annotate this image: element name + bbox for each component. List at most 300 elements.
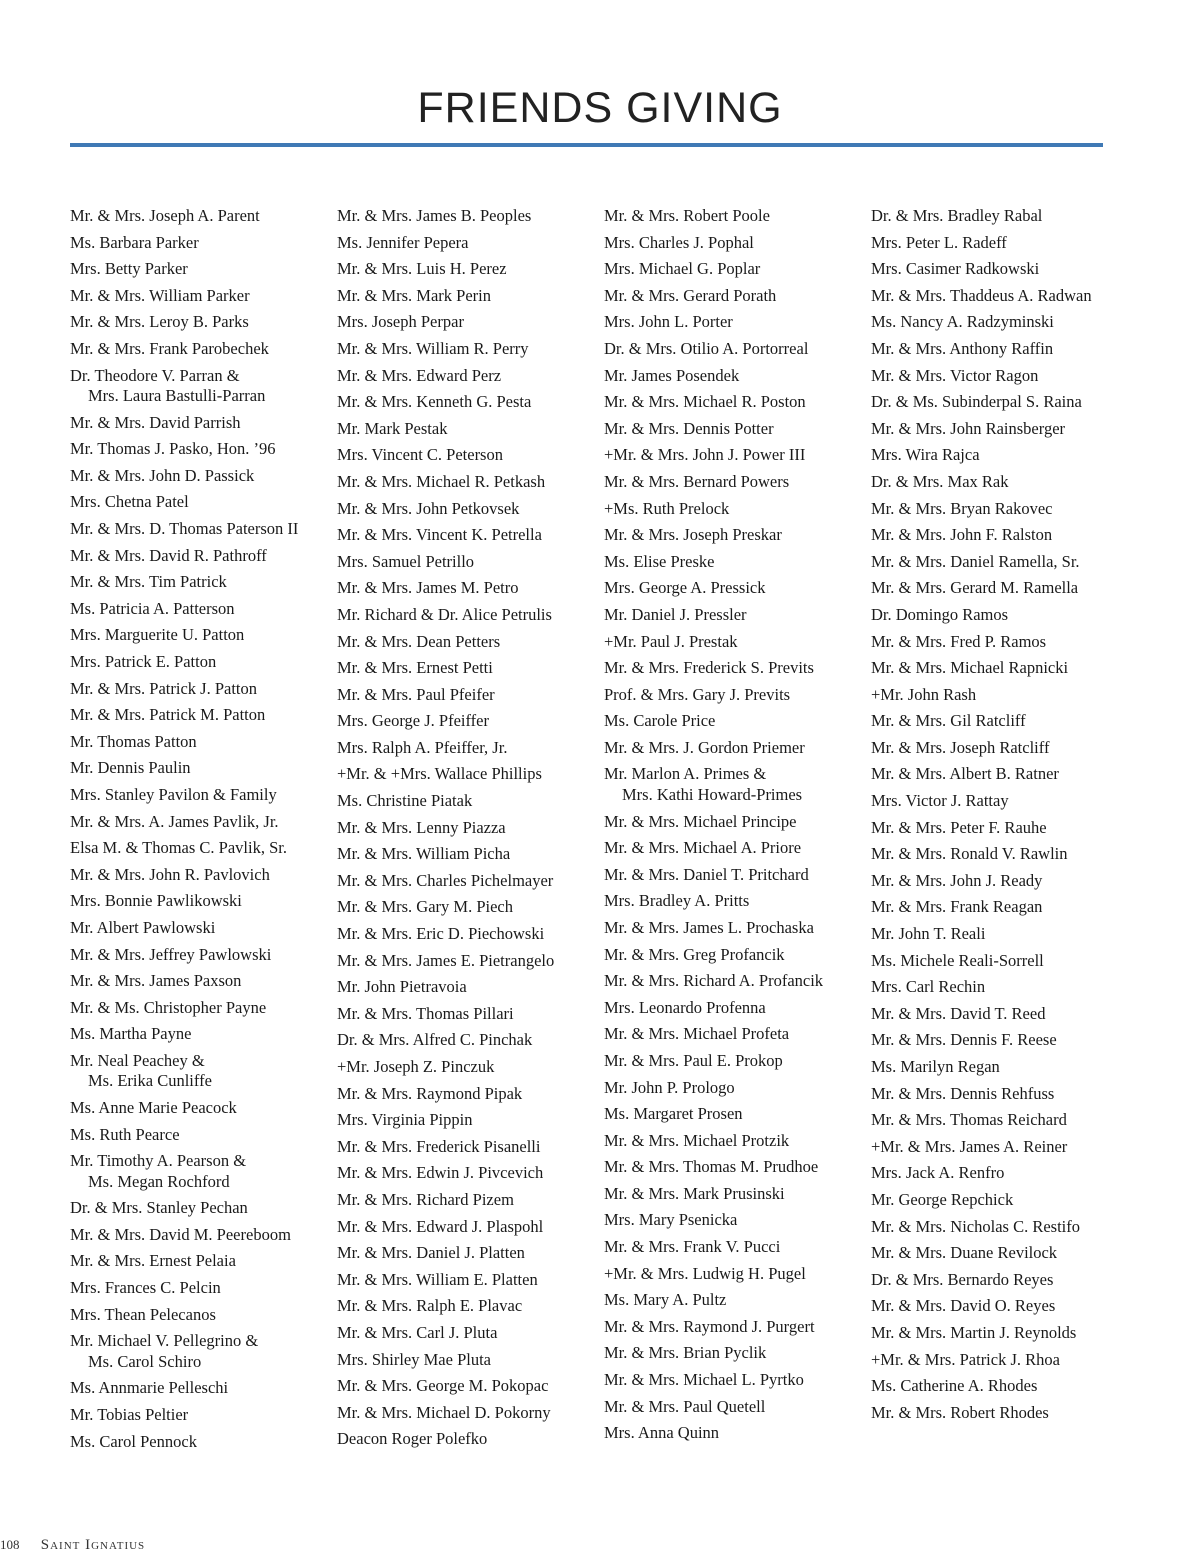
donor-name: [604, 206, 866, 227]
donor-name-line: Mrs. Virginia Pippin: [337, 1110, 473, 1130]
donor-name: [70, 785, 332, 806]
donor-name-line: Elsa M. & Thomas C. Pavlik, Sr.: [70, 838, 287, 858]
donor-column-3: [604, 206, 866, 1450]
donor-name-line: Ms. Michele Reali-Sorrell: [871, 950, 1044, 970]
donor-name: [604, 1078, 866, 1099]
donor-name: [70, 1225, 332, 1246]
donor-name: [70, 865, 332, 886]
donor-name-line: Mr. & Mrs. Patrick M. Patton: [70, 705, 266, 725]
donor-name: [604, 1157, 866, 1178]
donor-name-line: Mr. & Mrs. Fred P. Ramos: [871, 631, 1047, 651]
donor-name-line: Mr. & Mrs. A. James Pavlik, Jr.: [70, 811, 279, 831]
donor-name-line: +Mr. Joseph Z. Pinczuk: [337, 1057, 495, 1076]
donor-name-line: Mr. & Mrs. Michael Profeta: [604, 1024, 790, 1044]
donor-name-line: Dr. & Mrs. Max Rak: [871, 471, 1009, 491]
donor-name-line: Mr. & Mrs. Dennis Rehfuss: [871, 1083, 1055, 1103]
donor-name-line: Deacon Roger Polefko: [337, 1429, 488, 1449]
donor-name-line: Mr. & Mrs. John D. Passick: [70, 465, 255, 485]
donor-name-line: Mrs. Anna Quinn: [604, 1423, 720, 1443]
donor-name: [871, 1350, 1133, 1371]
donor-name-line: Mr. & Mrs. Robert Poole: [604, 206, 770, 225]
donor-name: [337, 419, 599, 440]
donor-name: [871, 525, 1133, 546]
donor-name-line: Mr. & Mrs. Richard A. Profancik: [604, 971, 824, 991]
donor-name: [337, 977, 599, 998]
donor-name: [604, 312, 866, 333]
donor-name-line: +Mr. & +Mrs. Wallace Phillips: [337, 764, 542, 784]
donor-name-line: Mr. & Mrs. Dennis F. Reese: [871, 1030, 1057, 1050]
donor-name: [871, 445, 1133, 466]
donor-name: [871, 1296, 1133, 1317]
donor-name-line: Mr. & Mrs. James Paxson: [70, 971, 242, 991]
donor-name-line: Mr. & Mrs. Frank Reagan: [871, 897, 1043, 917]
donor-name-line: Mr. & Mrs. Tim Patrick: [70, 572, 227, 592]
donor-name-line: Mr. & Mrs. Daniel T. Pritchard: [604, 864, 809, 884]
donor-name: [604, 945, 866, 966]
donor-name-line: Mrs. George A. Pressick: [604, 578, 766, 598]
donor-name: [604, 1131, 866, 1152]
donor-name-line: Mr. & Mrs. Eric D. Piechowski: [337, 924, 545, 944]
donor-name: [604, 366, 866, 387]
donor-name-line: Dr. & Mrs. Otilio A. Portorreal: [604, 338, 809, 358]
donor-name: [871, 1190, 1133, 1211]
donor-name-line: Mr. & Mrs. Anthony Raffin: [871, 338, 1054, 358]
donor-name: [70, 466, 332, 487]
donor-name: [604, 259, 866, 280]
donor-name: [604, 1051, 866, 1072]
donor-name-continuation: Ms. Megan Rochford: [88, 1171, 230, 1191]
donor-name-line: Dr. Theodore V. Parran &: [70, 365, 240, 385]
donor-name: [871, 1004, 1133, 1025]
donor-name-line: Ms. Carole Price: [604, 711, 716, 731]
donor-name: [70, 1305, 332, 1326]
donor-name-continuation: Mrs. Laura Bastulli-Parran: [88, 386, 266, 406]
donor-name-line: +Mr. John Rash: [871, 684, 977, 704]
donor-name: [871, 1163, 1133, 1184]
donor-name-line: Mrs. Frances C. Pelcin: [70, 1278, 221, 1298]
donor-name: [871, 685, 1133, 706]
donor-name-line: Mr. & Mrs. Dean Petters: [337, 631, 501, 651]
donor-name: [604, 918, 866, 939]
donor-name-line: Mr. Tobias Peltier: [70, 1404, 189, 1424]
donor-name-line: Mr. & Mrs. Edward Perz: [337, 365, 502, 385]
donor-name: [70, 1432, 332, 1453]
donor-name-line: Mr. & Mrs. Michael Protzik: [604, 1130, 790, 1150]
page-footer: [0, 1537, 145, 1554]
donor-name-line: Mr. & Mrs. Richard Pizem: [337, 1189, 514, 1209]
donor-name: [337, 1323, 599, 1344]
donor-name: [871, 578, 1133, 599]
donor-name-line: +Mr. & Mrs. James A. Reiner: [871, 1136, 1068, 1156]
donor-name: [604, 711, 866, 732]
donor-name-line: Mr. & Mrs. William Parker: [70, 285, 250, 305]
donor-name: [604, 1423, 866, 1444]
donor-name-line: Dr. & Ms. Subinderpal S. Raina: [871, 392, 1082, 412]
donor-name: [70, 286, 332, 307]
donor-name: [70, 1125, 332, 1146]
donor-name: [871, 472, 1133, 493]
donor-name-line: Dr. & Mrs. Bernardo Reyes: [871, 1269, 1054, 1289]
donor-name-line: Ms. Anne Marie Peacock: [70, 1098, 237, 1117]
donor-name: [871, 632, 1133, 653]
donor-name: [604, 1104, 866, 1125]
donor-name: [337, 1217, 599, 1238]
donor-name: [337, 897, 599, 918]
donor-name-line: Mr. & Mrs. Gary M. Piech: [337, 897, 513, 917]
donor-name: [871, 233, 1133, 254]
donor-name-line: Mr. Daniel J. Pressler: [604, 604, 747, 624]
donor-name: [70, 233, 332, 254]
donor-name-line: Mr. & Mrs. Bernard Powers: [604, 471, 790, 491]
donor-name: [70, 1198, 332, 1219]
donor-name-line: Mr. & Mrs. Dennis Potter: [604, 418, 774, 438]
donor-name-line: Mr. & Mrs. Charles Pichelmayer: [337, 870, 554, 890]
donor-name-line: Mr. & Mrs. Raymond Pipak: [337, 1083, 523, 1103]
donor-column-1: [70, 206, 332, 1458]
donor-name: [70, 971, 332, 992]
donor-name-line: Mr. & Mrs. Nicholas C. Restifo: [871, 1216, 1080, 1236]
donor-name-line: Mr. & Mrs. David O. Reyes: [871, 1296, 1056, 1316]
donor-name: [871, 1323, 1133, 1344]
donor-name-line: Mr. & Mrs. John Rainsberger: [871, 418, 1066, 438]
donor-name-line: Mr. & Mrs. Thaddeus A. Radwan: [871, 285, 1092, 305]
donor-name: [871, 658, 1133, 679]
donor-name-line: Mr. & Mrs. William Picha: [337, 844, 511, 864]
donor-name: [604, 1290, 866, 1311]
donor-name-line: Mr. & Mrs. Gil Ratcliff: [871, 711, 1026, 731]
donor-name: [337, 1270, 599, 1291]
donor-name-line: Mr. & Mrs. Ernest Pelaia: [70, 1251, 236, 1271]
donor-name-line: Mr. & Mrs. Robert Rhodes: [871, 1402, 1049, 1422]
donor-name-line: +Mr. Paul J. Prestak: [604, 631, 738, 651]
donor-name-line: Mr. & Mrs. D. Thomas Paterson II: [70, 519, 299, 539]
donor-name: [337, 499, 599, 520]
donor-name: [604, 578, 866, 599]
donor-name: [337, 791, 599, 812]
donor-name: [337, 951, 599, 972]
donor-list: [70, 206, 1130, 1466]
donor-name: [871, 818, 1133, 839]
donor-name: [871, 339, 1133, 360]
donor-name-line: Mr. & Mrs. Thomas Pillari: [337, 1003, 514, 1023]
donor-name: [337, 472, 599, 493]
donor-name: [337, 871, 599, 892]
donor-name: [871, 419, 1133, 440]
donor-name: [70, 339, 332, 360]
donor-name-line: Ms. Mary A. Pultz: [604, 1290, 727, 1310]
donor-name-line: Mrs. Bonnie Pawlikowski: [70, 891, 242, 911]
donor-name-line: Ms. Elise Preske: [604, 551, 715, 571]
donor-name-line: Mr. & Mrs. Ernest Petti: [337, 658, 493, 678]
donor-name-line: Mr. Mark Pestak: [337, 418, 448, 438]
donor-name: [871, 1084, 1133, 1105]
donor-name-line: Mrs. Samuel Petrillo: [337, 551, 475, 571]
donor-name: [70, 1098, 332, 1119]
donor-name: [871, 871, 1133, 892]
donor-name: [604, 865, 866, 886]
donor-name: [70, 945, 332, 966]
donor-name-line: Dr. & Mrs. Alfred C. Pinchak: [337, 1030, 533, 1050]
donor-name: [337, 525, 599, 546]
donor-name-line: Mrs. Wira Rajca: [871, 445, 980, 465]
donor-name-line: Mr. & Mrs. James E. Pietrangelo: [337, 950, 555, 970]
donor-name: [337, 552, 599, 573]
donor-name: [337, 1163, 599, 1184]
donor-name: [337, 764, 599, 785]
donor-name: [604, 632, 866, 653]
donor-name-line: Mr. Thomas Patton: [70, 731, 197, 751]
donor-name: [70, 652, 332, 673]
donor-name-line: Mrs. Ralph A. Pfeiffer, Jr.: [337, 737, 508, 757]
donor-name: [70, 546, 332, 567]
donor-name-line: Dr. Domingo Ramos: [871, 604, 1009, 624]
donor-name-line: Mrs. Patrick E. Patton: [70, 652, 217, 671]
donor-name-line: Ms. Nancy A. Radzyminski: [871, 312, 1054, 332]
donor-name-line: Mr. & Mrs. David T. Reed: [871, 1003, 1046, 1023]
donor-name: [604, 419, 866, 440]
donor-name: [337, 685, 599, 706]
donor-name: [604, 764, 866, 805]
donor-name: [70, 1051, 332, 1092]
donor-name-line: Ms. Annmarie Pelleschi: [70, 1378, 229, 1398]
donor-name: [70, 891, 332, 912]
donor-name: [604, 605, 866, 626]
donor-name-line: Ms. Martha Payne: [70, 1024, 192, 1044]
donor-name-line: Mrs. Chetna Patel: [70, 492, 189, 512]
donor-name-line: Mr. James Posendek: [604, 365, 740, 385]
donor-name-line: Mr. Thomas J. Pasko, Hon. ’96: [70, 439, 276, 459]
donor-column-4: [871, 206, 1133, 1429]
donor-name-line: Mrs. Charles J. Pophal: [604, 232, 754, 252]
donor-name-line: Mr. & Mrs. Gerard M. Ramella: [871, 578, 1079, 598]
donor-name-line: Mr. & Mrs. Joseph Preskar: [604, 525, 782, 545]
donor-name: [70, 1024, 332, 1045]
page-title: FRIENDS GIVING: [417, 84, 783, 132]
donor-name-line: Mr. & Mrs. Mark Perin: [337, 285, 491, 305]
donor-name-line: Ms. Margaret Prosen: [604, 1104, 743, 1124]
donor-name: [337, 818, 599, 839]
donor-name-line: Mrs. Thean Pelecanos: [70, 1304, 216, 1324]
donor-name: [871, 977, 1133, 998]
donor-name-line: Mr. & Mrs. Martin J. Reynolds: [871, 1322, 1077, 1342]
donor-name: [337, 1084, 599, 1105]
donor-name-line: Mrs. Jack A. Renfro: [871, 1163, 1005, 1183]
donor-name: [337, 1004, 599, 1025]
donor-name-line: Mr. & Mrs. David R. Pathroff: [70, 545, 267, 565]
donor-name-line: Mr. & Mrs. Brian Pyclik: [604, 1343, 767, 1363]
donor-name: [604, 1184, 866, 1205]
donor-name: [70, 998, 332, 1019]
donor-name: [70, 599, 332, 620]
donor-name-line: Mr. & Mrs. Carl J. Pluta: [337, 1322, 498, 1342]
donor-name-line: Ms. Catherine A. Rhodes: [871, 1376, 1038, 1396]
donor-column-2: [337, 206, 599, 1456]
donor-name-line: Mr. & Mrs. Ralph E. Plavac: [337, 1296, 523, 1316]
donor-name-line: Mr. & Mrs. Vincent K. Petrella: [337, 525, 542, 545]
donor-name: [604, 1370, 866, 1391]
donor-name-line: Mr. & Mrs. Jeffrey Pawlowski: [70, 944, 272, 964]
donor-name: [337, 738, 599, 759]
donor-name: [70, 812, 332, 833]
donor-name-line: +Mr. & Mrs. Ludwig H. Pugel: [604, 1263, 806, 1283]
donor-name: [604, 392, 866, 413]
donor-name-line: Mr. & Mrs. Joseph A. Parent: [70, 206, 260, 225]
donor-name: [70, 206, 332, 227]
donor-name-line: Mr. & Mrs. James B. Peoples: [337, 206, 532, 225]
donor-name: [604, 445, 866, 466]
donor-name-line: Ms. Carol Pennock: [70, 1431, 197, 1451]
donor-name: [871, 206, 1133, 227]
donor-name-line: Mr. & Mrs. John Petkovsek: [337, 498, 520, 518]
donor-name-line: Mr. & Mrs. James L. Prochaska: [604, 917, 814, 937]
donor-name: [871, 711, 1133, 732]
donor-name-line: Mr. & Mrs. Michael R. Poston: [604, 392, 806, 412]
donor-name-line: Mr. & Mrs. Victor Ragon: [871, 365, 1039, 385]
donor-name: [337, 445, 599, 466]
donor-name-line: Mr. John Pietravoia: [337, 977, 467, 997]
donor-name: [337, 1403, 599, 1424]
donor-name-line: Dr. & Mrs. Bradley Rabal: [871, 206, 1043, 225]
donor-name: [70, 1151, 332, 1192]
donor-name-line: Mr. & Mrs. Albert B. Ratner: [871, 764, 1059, 784]
donor-name-line: Mr. Albert Pawlowski: [70, 917, 216, 937]
donor-name: [70, 732, 332, 753]
donor-name: [337, 1350, 599, 1371]
donor-name-line: Ms. Barbara Parker: [70, 232, 199, 252]
donor-name-line: +Ms. Ruth Prelock: [604, 498, 730, 518]
donor-name-line: Mrs. Betty Parker: [70, 259, 188, 279]
donor-name: [871, 605, 1133, 626]
donor-name: [871, 366, 1133, 387]
donor-name: [337, 1030, 599, 1051]
donor-name-line: Mr. & Mrs. Peter F. Rauhe: [871, 817, 1047, 837]
donor-name: [337, 339, 599, 360]
donor-name: [604, 1397, 866, 1418]
donor-name-continuation: Ms. Erika Cunliffe: [88, 1071, 212, 1091]
donor-name: [70, 492, 332, 513]
donor-name-line: Mr. & Mrs. Daniel Ramella, Sr.: [871, 551, 1080, 571]
donor-name: [337, 1243, 599, 1264]
donor-name: [70, 259, 332, 280]
donor-name-line: Mrs. Victor J. Rattay: [871, 791, 1009, 811]
donor-name-line: Mrs. Casimer Radkowski: [871, 259, 1040, 279]
donor-name: [871, 764, 1133, 785]
donor-name-line: Mrs. Bradley A. Pritts: [604, 891, 750, 911]
donor-name: [70, 838, 332, 859]
page-number: 108: [0, 1537, 20, 1552]
donor-name-line: Mrs. Shirley Mae Pluta: [337, 1349, 491, 1369]
donor-name-line: Mr. Dennis Paulin: [70, 758, 191, 778]
donor-name: [871, 844, 1133, 865]
donor-name-line: Mr. & Mrs. David Parrish: [70, 412, 241, 432]
donor-name-line: Mr. & Mrs. Gerard Porath: [604, 285, 777, 305]
donor-name-line: Mr. & Mrs. Kenneth G. Pesta: [337, 392, 532, 412]
donor-name-line: Mr. Neal Peachey &: [70, 1050, 205, 1070]
donor-name-line: Mr. & Mrs. Michael Rapnicki: [871, 658, 1069, 678]
donor-name-line: Mrs. Mary Psenicka: [604, 1210, 738, 1230]
donor-name: [871, 924, 1133, 945]
donor-name-line: Mr. & Mrs. Thomas M. Prudhoe: [604, 1157, 819, 1177]
donor-name: [871, 1243, 1133, 1264]
donor-name-line: Mrs. Peter L. Radeff: [871, 232, 1007, 252]
donor-name: [871, 552, 1133, 573]
donor-name: [70, 758, 332, 779]
donor-name-line: Mr. & Ms. Christopher Payne: [70, 997, 267, 1017]
donor-name: [604, 971, 866, 992]
donor-name: [871, 738, 1133, 759]
donor-name: [70, 519, 332, 540]
donor-name: [604, 658, 866, 679]
donor-name: [871, 897, 1133, 918]
donor-name: [70, 312, 332, 333]
donor-name-line: Mr. & Mrs. Leroy B. Parks: [70, 312, 249, 332]
donor-name-line: Mr. & Mrs. Frank V. Pucci: [604, 1237, 781, 1257]
donor-name-line: Mr. Timothy A. Pearson &: [70, 1151, 247, 1171]
donor-name: [337, 206, 599, 227]
donor-name: [604, 552, 866, 573]
donor-name: [604, 233, 866, 254]
donor-name: [871, 286, 1133, 307]
donor-name: [70, 572, 332, 593]
donor-name: [70, 1378, 332, 1399]
donor-name: [604, 472, 866, 493]
donor-name-line: Mr. & Mrs. Frederick S. Previts: [604, 658, 814, 678]
donor-name: [70, 439, 332, 460]
donor-name: [337, 366, 599, 387]
donor-name-continuation: Ms. Carol Schiro: [88, 1351, 202, 1371]
donor-name: [871, 791, 1133, 812]
donor-name: [604, 525, 866, 546]
donor-name: [604, 891, 866, 912]
donor-name-line: Mr. & Mrs. James M. Petro: [337, 578, 519, 598]
donor-name: [871, 951, 1133, 972]
donor-name-line: Mr. Marlon A. Primes &: [604, 764, 767, 784]
donor-name-line: +Mr. & Mrs. Patrick J. Rhoa: [871, 1349, 1060, 1369]
donor-name-line: Mrs. Carl Rechin: [871, 977, 986, 997]
donor-name-line: Ms. Marilyn Regan: [871, 1057, 1000, 1076]
donor-name: [70, 625, 332, 646]
donor-name: [337, 1057, 599, 1078]
donor-name-line: Ms. Ruth Pearce: [70, 1124, 180, 1144]
donor-name-line: Mrs. Leonardo Profenna: [604, 997, 766, 1017]
donor-name: [70, 1251, 332, 1272]
donor-name: [70, 413, 332, 434]
donor-name: [871, 312, 1133, 333]
donor-name-line: Mr. Michael V. Pellegrino &: [70, 1331, 259, 1351]
donor-name: [604, 738, 866, 759]
donor-name-line: Mrs. Vincent C. Peterson: [337, 445, 503, 465]
donor-name: [70, 679, 332, 700]
donor-name-line: Mrs. Marguerite U. Patton: [70, 625, 245, 645]
donor-name-line: Mr. & Mrs. Daniel J. Platten: [337, 1243, 525, 1263]
donor-name: [70, 1331, 332, 1372]
donor-name: [604, 1210, 866, 1231]
donor-name-line: Mr. & Mrs. William E. Platten: [337, 1269, 538, 1289]
donor-name-line: Ms. Christine Piatak: [337, 791, 473, 811]
donor-name-line: Mr. & Mrs. Bryan Rakovec: [871, 498, 1053, 518]
donor-name-line: Mrs. Joseph Perpar: [337, 312, 464, 332]
donor-name: [337, 924, 599, 945]
donor-name: [337, 711, 599, 732]
donor-name: [871, 1030, 1133, 1051]
donor-name: [337, 844, 599, 865]
donor-name-line: Mr. & Mrs. Lenny Piazza: [337, 817, 506, 837]
donor-name: [337, 259, 599, 280]
donor-name: [337, 632, 599, 653]
donor-name-line: Mr. & Mrs. Patrick J. Patton: [70, 678, 258, 698]
donor-name: [604, 339, 866, 360]
donor-name-line: Mrs. Michael G. Poplar: [604, 259, 761, 279]
